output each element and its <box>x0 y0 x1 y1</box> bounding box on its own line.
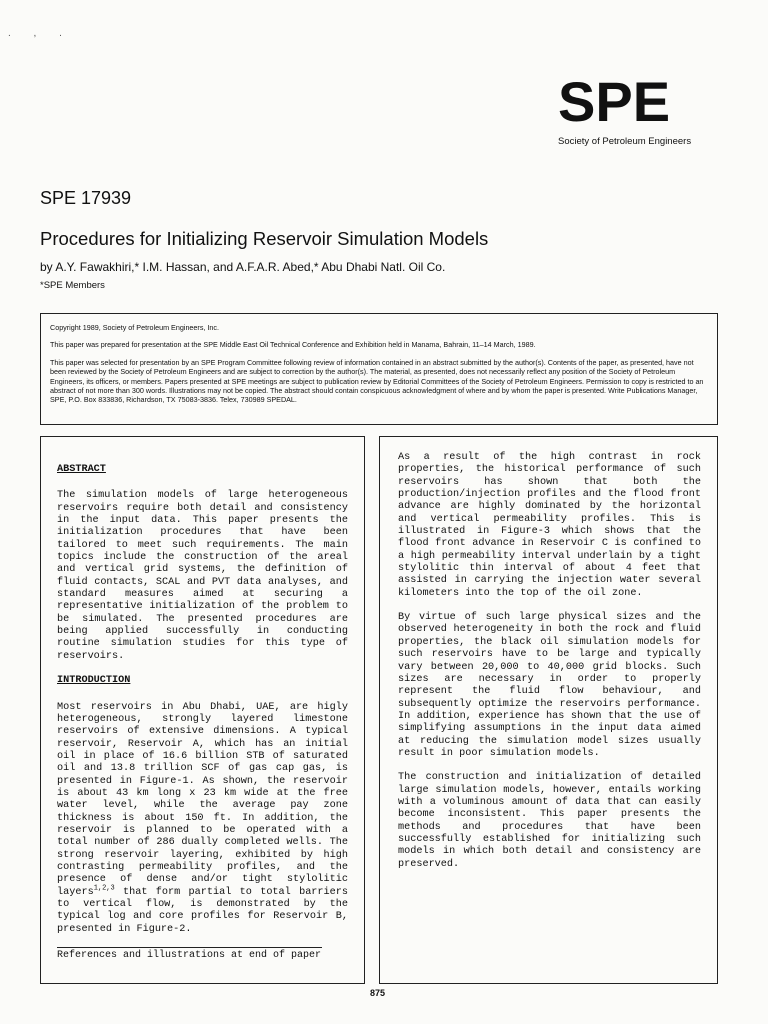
left-column <box>40 436 365 984</box>
members-note: *SPE Members <box>40 280 105 291</box>
paper-number: SPE 17939 <box>40 188 132 208</box>
abstract-heading: ABSTRACT <box>57 464 106 475</box>
intro-text: Most reservoirs in Abu Dhabi, UAE, are higly heterogeneous, strongly layered limestone reservoirs of extensive dimensions. A typical reservoir, Reservoir A, which has an initial oil in place of 16.6 billion STB of saturated oil and 13.8 trillion SCF of gas cap gas, is presented in Figure-1. As shown, the reservoir is about 43 km long x 23 km wide at the free water level, while the average pay zone thickness is about 150 ft. In addition, the reservoir is planned to be operated with a total number of 286 dually completed wells. The strong reservoir layering, exhibited by high contrasting permeability profiles, and the presence of dense and/or tight stylolitic layers <box>57 701 348 898</box>
references-note: References and illustrations at end of paper <box>57 947 322 962</box>
right-column <box>379 436 718 984</box>
society-name: Society of Petroleum Engineers <box>558 136 692 147</box>
introduction-paragraph <box>57 702 348 937</box>
right-paragraph-1: As a result of the high contrast in rock properties, the historical performance of such reservoirs has shown that both the production/injection profiles and the flood front advance are highly dominated by the horizontal and vertical permeability profiles. This is illustrated in Figure-3 which shows that the flood front advance in Reservoir C is confined to a high permeability interval underlain by a tight stylolitic thin interval of about 4 feet that assisted in carrying the injection water several kilometers into the top of the oil zone. <box>398 452 701 599</box>
spe-logo <box>558 70 708 147</box>
selection-paragraph: This paper was selected for presentation by an SPE Program Committee following review of information contained in an abstract submitted by the author(s). Contents of the paper, as presented, have not been reviewed by the Society of Petroleum Engineers and are subject to correction by the author(s). The material, as presented, does not necessarily reflect any position of the Society of Petroleum Engineers, its officers, or members. Papers presented at SPE meetings are subject to publication review by Editorial Committees of the Society of Petroleum Engineers. Permission to copy is restricted to an abstract of not more than 300 words. Illustrations may not be copied. The abstract should contain conspicuous acknowledgment of where and by whom the paper is presented. Write Publications Manager, SPE, P.O. Box 833836, Richardson, TX 75083-3836. Telex, 730989 SPEDAL. <box>50 357 704 405</box>
spe-logo-mark: SPE <box>558 70 671 133</box>
intro-text-end: that form partial to total barriers to vertical flow, is demonstrated by the typical log and core profiles for Reservoir B, presented in Figure-2. <box>57 886 348 935</box>
copyright-notice-box <box>40 313 718 425</box>
copyright-line: Copyright 1989, Society of Petroleum Engineers, Inc. <box>50 323 219 332</box>
presentation-line: This paper was prepared for presentation at the SPE Middle East Oil Technical Conference and Exhibition held in Manama, Bahrain, 11–14 March, 1989. <box>50 340 536 350</box>
page-number: 875 <box>370 988 386 998</box>
abstract-paragraph: The simulation models of large heterogeneous reservoirs require both detail and consistency in the input data. This paper presents the initialization procedures that have been tailored to meet such requirements. The main topics include the construction of the areal and vertical grid systems, the definition of fluid contacts, SCAL and PVT data analyses, and standard measures aimed at securing a representative initialization of the problem to be simulated. The presented procedures are being applied successfully in conducting routine simulation studies for this type of reservoirs. <box>57 490 348 662</box>
right-paragraph-3: The construction and initialization of detailed large simulation models, however, entails working with a voluminous amount of data that can easily become inconsistent. This paper presents the methods and procedures that have been successfully established for initializing such models in which both detail and consistency are preserved. <box>398 772 701 870</box>
authors-line: by A.Y. Fawakhiri,* I.M. Hassan, and A.F.A.R. Abed,* Abu Dhabi Natl. Oil Co. <box>40 260 446 274</box>
introduction-heading: INTRODUCTION <box>57 675 131 687</box>
paper-title: Procedures for Initializing Reservoir Simulation Models <box>40 228 489 249</box>
right-paragraph-2: By virtue of such large physical sizes and the observed heterogeneity in both the rock and fluid properties, the black oil simulation models for such reservoirs have to be large and typically vary between 20,000 to 40,000 grid blocks. Such sizes are necessary in order to properly represent the fluid flow behaviour, and subsequently optimize the reservoirs performance. In addition, experience has shown that the use of simplifying assumptions in the input data aimed at reducing the simulation model sizes usually result in poor simulation models. <box>398 612 701 759</box>
scan-specks: . , . <box>8 28 72 39</box>
reference-superscript: 1,2,3 <box>93 884 115 893</box>
